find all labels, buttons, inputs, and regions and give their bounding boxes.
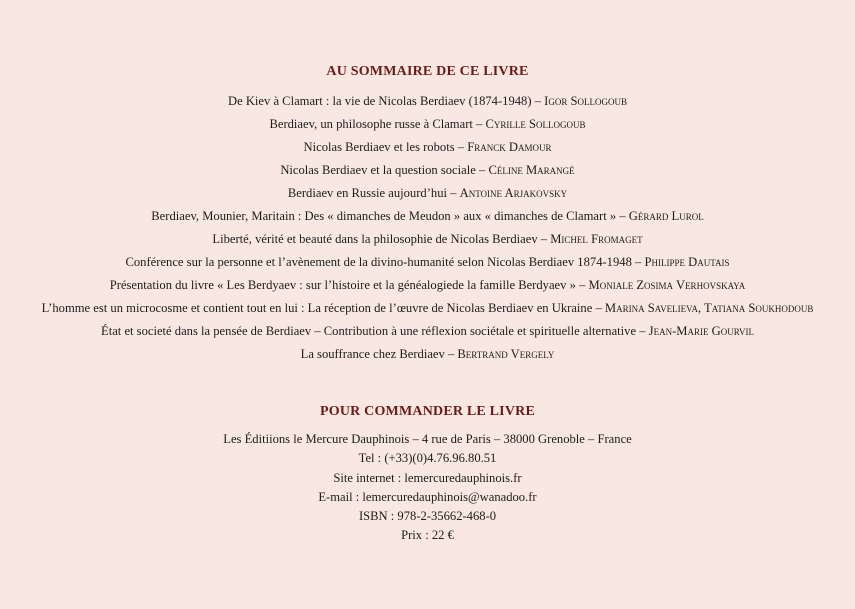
- toc-item: [40, 182, 815, 205]
- toc-title: Berdiaev, Mounier, Maritain : Des « dimanches de Meudon » aux « dimanches de Clamart »: [151, 209, 617, 223]
- order-heading: POUR COMMANDER LE LIVRE: [320, 404, 535, 419]
- toc-title: Berdiaev en Russie aujourd’hui: [287, 186, 448, 200]
- toc-title: Berdiaev, un philosophe russe à Clamart: [269, 117, 473, 131]
- toc-author: Gérard Lurol: [628, 209, 704, 223]
- toc-item: [40, 343, 815, 366]
- toc-title: La souffrance chez Berdiaev: [300, 347, 445, 361]
- toc-author: Michel Fromaget: [550, 232, 643, 246]
- toc-item: [40, 299, 815, 317]
- table-of-contents: [40, 90, 815, 366]
- toc-dash: –: [639, 324, 646, 338]
- toc-title: Liberté, vérité et beauté dans la philosophie de Nicolas Berdiaev: [212, 232, 538, 246]
- toc-author: Marina Savelieva, Tatiana Soukhodoub: [604, 301, 814, 315]
- toc-item: [40, 228, 815, 251]
- website: Site internet : lemercuredauphinois.fr: [333, 470, 522, 485]
- toc-title: Nicolas Berdiaev et la question sociale: [280, 163, 476, 177]
- toc-item: [40, 251, 815, 274]
- toc-item: [40, 320, 815, 343]
- toc-title: État et societé dans la pensée de Berdiaev – Contribution à une réflexion sociétale et spirituelle alternative: [101, 324, 637, 338]
- toc-title: Nicolas Berdiaev et les robots: [303, 140, 455, 154]
- toc-author: Antoine Arjakovsky: [459, 186, 568, 200]
- toc-dash: –: [447, 347, 455, 361]
- toc-dash: –: [476, 117, 483, 131]
- toc-author: Philippe Dautais: [644, 255, 730, 269]
- toc-dash: –: [579, 278, 586, 292]
- toc-title: De Kiev à Clamart : la vie de Nicolas Berdiaev (1874-1948): [227, 94, 532, 108]
- toc-dash: –: [478, 163, 486, 177]
- toc-title: L’homme est un microcosme et contient tout en lui : La réception de l’œuvre de Nicolas Berdiaev en Ukraine: [41, 301, 593, 315]
- phone-number: Tel : (+33)(0)4.76.96.80.51: [358, 451, 497, 466]
- toc-item: [40, 136, 815, 159]
- price: Prix : 22 €: [401, 528, 454, 543]
- toc-item: [40, 90, 815, 113]
- toc-dash: –: [619, 209, 626, 223]
- order-details: [0, 430, 855, 546]
- summary-heading: AU SOMMAIRE DE CE LIVRE: [326, 64, 529, 79]
- publisher-address: Les Éditiions le Mercure Dauphinois – 4 rue de Paris – 38000 Grenoble – France: [223, 432, 632, 446]
- toc-author: Cyrille Sollogoub: [485, 117, 586, 131]
- toc-dash: –: [450, 186, 457, 200]
- toc-author: Igor Sollogoub: [544, 94, 628, 108]
- toc-item: [40, 113, 815, 136]
- email-address: E-mail : lemercuredauphinois@wanadoo.fr: [318, 489, 537, 504]
- toc-item: [40, 159, 815, 182]
- toc-author: Moniale Zosima Verhovskaya: [588, 278, 746, 292]
- isbn: ISBN : 978-2-35662-468-0: [358, 509, 497, 524]
- toc-author: Jean-Marie Gourvil: [648, 324, 754, 338]
- toc-title: Présentation du livre « Les Berdyaev : sur l’histoire et la généalogiede la famille Berdyaev »: [109, 278, 576, 292]
- toc-author: Bertrand Vergely: [457, 347, 555, 361]
- toc-dash: –: [595, 301, 602, 315]
- toc-item: [40, 205, 815, 228]
- toc-author: Franck Damour: [467, 140, 552, 154]
- toc-dash: –: [534, 94, 541, 108]
- toc-dash: –: [635, 255, 642, 269]
- toc-dash: –: [540, 232, 548, 246]
- toc-item: [40, 274, 815, 297]
- toc-author: Céline Marangé: [488, 163, 575, 177]
- toc-dash: –: [457, 140, 465, 154]
- toc-title: Conférence sur la personne et l’avènement de la divino-humanité selon Nicolas Berdiaev 1874-1948: [125, 255, 632, 269]
